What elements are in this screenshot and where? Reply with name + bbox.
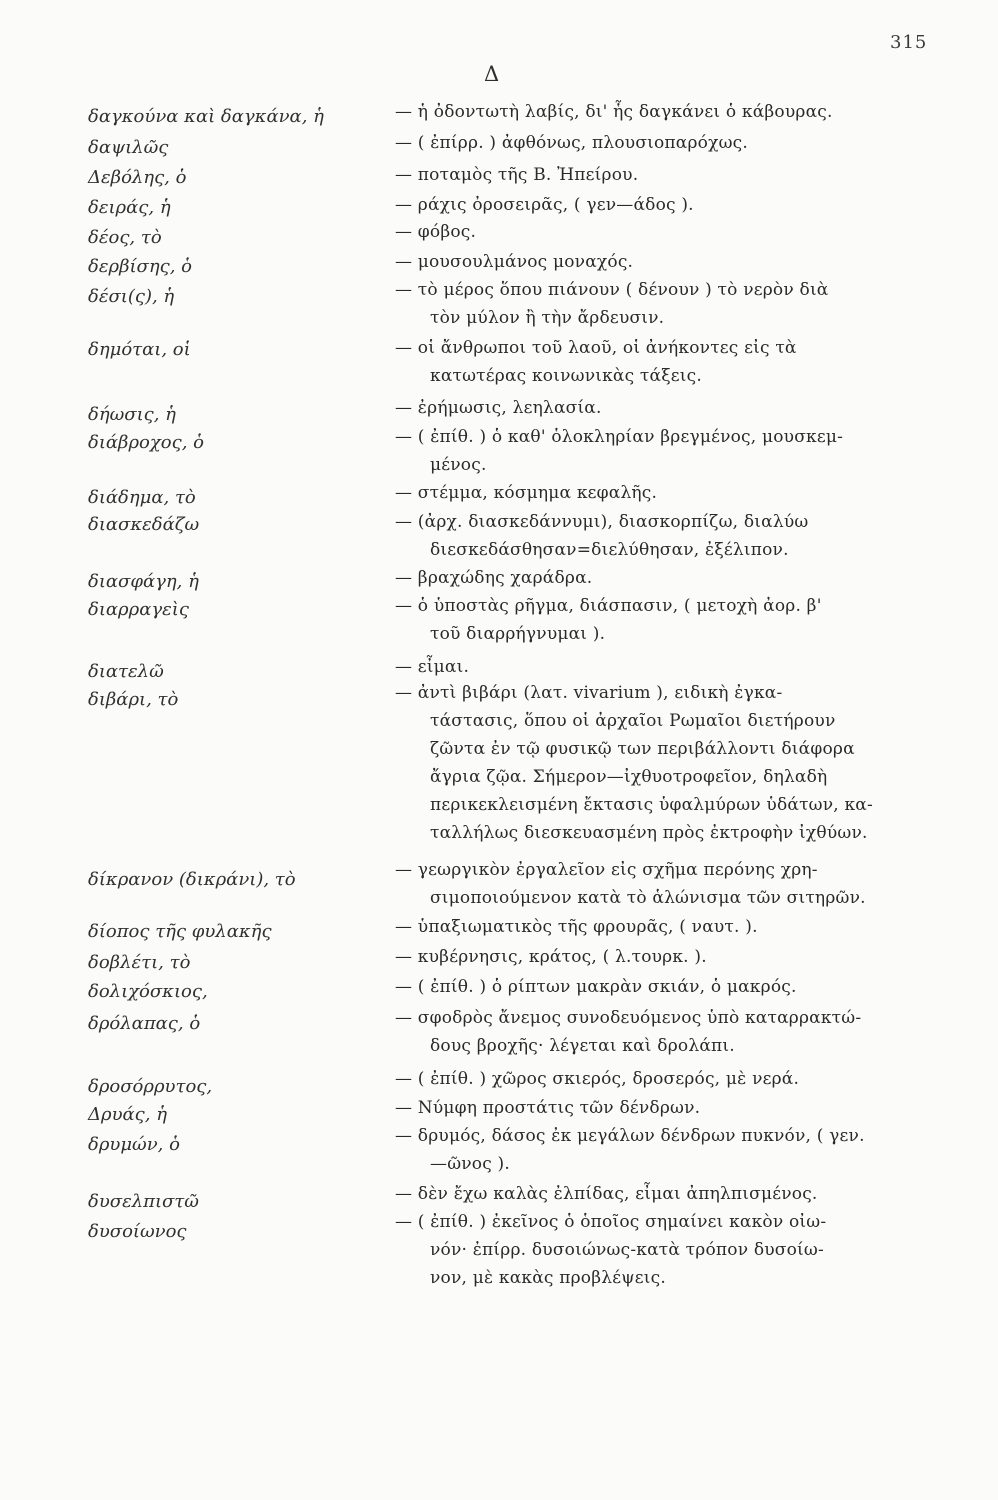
entry-term: διασφάγη, ἡ bbox=[88, 571, 199, 592]
entry-definition-line: ἄγρια ζῷα. Σήμερον—ἰχθυοτροφεῖον, δηλαδὴ bbox=[430, 767, 828, 787]
entry-definition-line: νόν· ἐπίρρ. δυσοιώνως-κατὰ τρόπον δυσοίω- bbox=[430, 1240, 824, 1260]
entry-definition-line: — ( ἐπίρρ. ) ἀφθόνως, πλουσιοπαρόχως. bbox=[395, 133, 749, 153]
entry-definition-line: περικεκλεισμένη ἔκτασις ὑφαλμύρων ὑδάτων, κα- bbox=[430, 795, 873, 815]
entry-term: διατελῶ bbox=[88, 661, 164, 682]
entry-term: δήωσις, ἡ bbox=[88, 404, 176, 425]
entry-definition-line: — δρυμός, δάσος ἐκ μεγάλων δένδρων πυκνόν, ( γεν. bbox=[395, 1126, 865, 1146]
entry-term: δίκρανον (δικράνι), τὸ bbox=[88, 869, 296, 890]
entry-term: δολιχόσκιος, bbox=[88, 981, 208, 1002]
entry-definition-line: — κυβέρνησις, κράτος, ( λ.τουρκ. ). bbox=[395, 947, 707, 967]
page-number: 315 bbox=[890, 32, 928, 53]
entry-definition-line: — (ἀρχ. διασκεδάννυμι), διασκορπίζω, διαλύω bbox=[395, 512, 809, 532]
entry-definition-line: ζῶντα ἐν τῷ φυσικῷ των περιβάλλοντι διάφορα bbox=[430, 739, 855, 759]
entry-definition-line: δους βροχῆς· λέγεται καὶ δρολάπι. bbox=[430, 1036, 735, 1056]
entry-term: διάβροχος, ὁ bbox=[88, 432, 204, 453]
entry-definition-line: — τὸ μέρος ὅπου πιάνουν ( δένουν ) τὸ νερὸν διὰ bbox=[395, 280, 829, 300]
entry-term: δαγκούνα καὶ δαγκάνα, ἡ bbox=[88, 106, 324, 127]
entry-definition-line: — βραχώδης χαράδρα. bbox=[395, 568, 593, 588]
entry-definition-line: — ( ἐπίθ. ) χῶρος σκιερός, δροσερός, μὲ νερά. bbox=[395, 1069, 800, 1089]
entry-definition-line: — εἶμαι. bbox=[395, 657, 470, 677]
entry-term: δρυμών, ὁ bbox=[88, 1134, 180, 1155]
entry-definition-line: — γεωργικὸν ἐργαλεῖον εἰς σχῆμα περόνης χρη- bbox=[395, 860, 818, 880]
entry-definition-line: — στέμμα, κόσμημα κεφαλῆς. bbox=[395, 483, 658, 503]
entry-term: δρόλαπας, ὁ bbox=[88, 1013, 201, 1034]
entry-term: δυσελπιστῶ bbox=[88, 1191, 199, 1212]
entry-term: Δρυάς, ἡ bbox=[88, 1104, 167, 1125]
entry-term: διασκεδάζω bbox=[88, 514, 200, 535]
entry-definition-line: —ῶνος ). bbox=[430, 1154, 510, 1174]
entry-definition-line: — ὑπαξιωματικὸς τῆς φρουρᾶς, ( ναυτ. ). bbox=[395, 917, 758, 937]
entry-definition-line: σιμοποιούμενον κατὰ τὸ ἁλώνισμα τῶν σιτηρῶν. bbox=[430, 888, 866, 908]
entry-definition-line: νον, μὲ κακὰς προβλέψεις. bbox=[430, 1268, 666, 1288]
entry-term: δίοπος τῆς φυλακῆς bbox=[88, 921, 272, 942]
entry-definition-line: — δὲν ἔχω καλὰς ἐλπίδας, εἶμαι ἀπηλπισμένος. bbox=[395, 1184, 818, 1204]
entry-definition-line: — ( ἐπίθ. ) ἐκεῖνος ὁ ὁποῖος σημαίνει κακὸν οἰω- bbox=[395, 1212, 827, 1232]
entry-definition-line: — Νύμφη προστάτις τῶν δένδρων. bbox=[395, 1098, 701, 1118]
entry-term: δυσοίωνος bbox=[88, 1221, 187, 1242]
entry-definition-line: — σφοδρὸς ἄνεμος συνοδευόμενος ὑπὸ καταρρακτώ- bbox=[395, 1008, 862, 1028]
entry-term: δερβίσης, ὁ bbox=[88, 256, 192, 277]
entry-term: δημόται, οἱ bbox=[88, 339, 191, 360]
entry-definition-line: — ἐρήμωσις, λεηλασία. bbox=[395, 398, 602, 418]
entry-definition-line: — ράχις ὀροσειρᾶς, ( γεν—άδος ). bbox=[395, 195, 694, 215]
entry-term: δαψιλῶς bbox=[88, 137, 169, 158]
entry-definition-line: κατωτέρας κοινωνικὰς τάξεις. bbox=[430, 366, 702, 386]
entry-term: δοβλέτι, τὸ bbox=[88, 952, 191, 973]
entry-definition-line: μένος. bbox=[430, 455, 487, 475]
entry-definition-line: — ὁ ὑποστὰς ρῆγμα, διάσπασιν, ( μετοχὴ ἀορ. β' bbox=[395, 596, 822, 616]
entry-definition-line: — μουσουλμάνος μοναχός. bbox=[395, 252, 634, 272]
entry-definition-line: — ποταμὸς τῆς Β. Ἠπείρου. bbox=[395, 165, 639, 185]
entry-definition-line: — ἀντὶ βιβάρι (λατ. vivarium ), ειδικὴ ἐγκα- bbox=[395, 683, 783, 703]
entry-definition-line: — οἱ ἄνθρωποι τοῦ λαοῦ, οἱ ἀνήκοντες εἰς τὰ bbox=[395, 338, 797, 358]
entry-definition-line: τὸν μύλον ἢ τὴν ἄρδευσιν. bbox=[430, 308, 665, 328]
entry-term: Δεβόλης, ὁ bbox=[88, 167, 187, 188]
entry-definition-line: — φόβος. bbox=[395, 222, 477, 242]
entry-definition-line: — ( ἐπίθ. ) ὁ ρίπτων μακρὰν σκιάν, ὁ μακρός. bbox=[395, 977, 797, 997]
letter-heading: Δ bbox=[484, 62, 500, 86]
entry-term: δέος, τὸ bbox=[88, 227, 162, 248]
entry-term: δροσόρρυτος, bbox=[88, 1076, 213, 1097]
entry-term: διάδημα, τὸ bbox=[88, 487, 196, 508]
entry-definition-line: — ἡ ὀδοντωτὴ λαβίς, δι' ἧς δαγκάνει ὁ κάβουρας. bbox=[395, 102, 833, 122]
entry-term: δειράς, ἡ bbox=[88, 197, 171, 218]
entry-term: δέσι(ς), ἡ bbox=[88, 286, 175, 307]
entry-definition-line: διεσκεδάσθησαν=διελύθησαν, ἐξέλιπον. bbox=[430, 540, 789, 560]
entry-definition-line: ταλλήλως διεσκευασμένη πρὸς ἐκτροφὴν ἰχθύων. bbox=[430, 823, 868, 843]
entry-definition-line: τοῦ διαρρήγνυμαι ). bbox=[430, 624, 606, 644]
entry-term: διαρραγεὶς bbox=[88, 599, 189, 620]
entry-definition-line: τάστασις, ὅπου οἱ ἀρχαῖοι Ρωμαῖοι διετήρουν bbox=[430, 711, 836, 731]
entry-term: διβάρι, τὸ bbox=[88, 689, 179, 710]
entry-definition-line: — ( ἐπίθ. ) ὁ καθ' ὁλοκληρίαν βρεγμένος, μουσκεμ- bbox=[395, 427, 844, 447]
